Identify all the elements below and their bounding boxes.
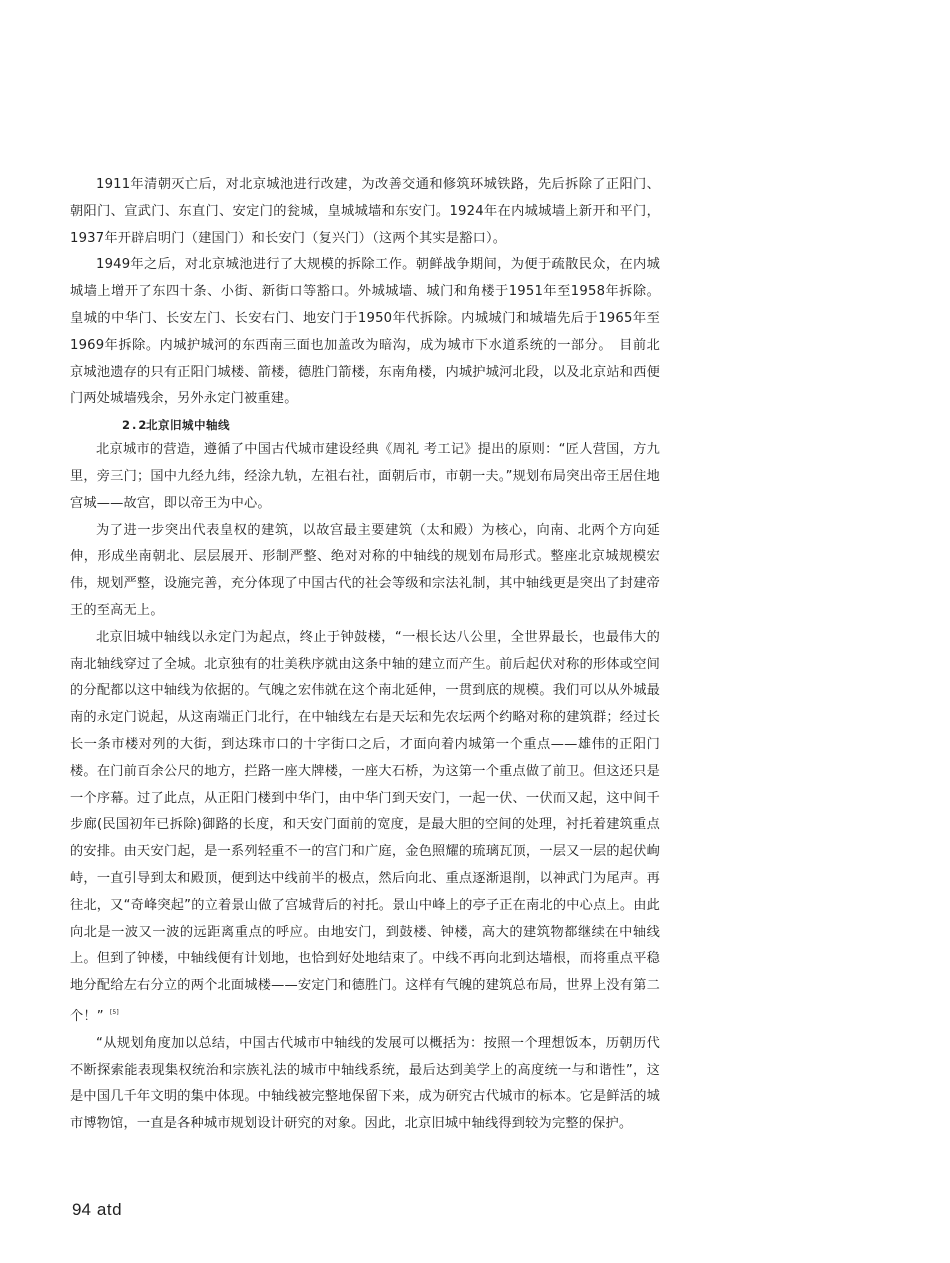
page-footer [72, 1200, 122, 1220]
section-heading [70, 413, 660, 437]
paragraph: 1911年清朝灭亡后，对北京城池进行改建，为改善交通和修筑环城铁路，先后拆除了正阳门、朝阳门、宣武门、东直门、安定门的瓮城，皇城城墙和东安门。1924年在内城城墙上新开和平门，1937年开辟启明门（建国门）和长安门（复兴门）（这两个其实是豁口）。 [70, 177, 660, 246]
journal-logo: atd [96, 1200, 123, 1219]
quote-text: 北京旧城中轴线以永定门为起点，终止于钟鼓楼，“一根长达八公里，全世界最长，也最伟大的南北轴线穿过了全城。北京独有的壮美秩序就由这条中轴的建立而产生。前后起伏对称的形体或空间的分配都以这中轴线为依据的。气魄之宏伟就在这个南北延伸，一贯到底的规模。我们可以从外城最南的永定门说起，从这南端正门北行，在中轴线左右是天坛和先农坛两个约略对称的建筑群；经过长长一条市楼对列的大街，到达珠市口的十字街口之后，才面向着内城第一个重点——雄伟的正阳门楼。在门前百余公尺的地方，拦路一座大牌楼，一座大石桥，为这第一个重点做了前卫。但这还只是一个序幕。过了此点，从正阳门楼到中华门，由中华门到天安门，一起一伏、一伏而又起，这中间千步廊(民国初年已拆除)御路的长度，和天安门面前的宽度，是最大胆的空间的处理，衬托着建筑重点的安排。由天安门起，是一系列轻重不一的宫门和广庭，金色照耀的琉璃瓦顶，一层又一层的起伏峋峙，一直引导到太和殿顶，便到达中线前半的极点，然后向北、重点逐渐退削，以神武门为尾声。再往北，又“奇峰突起”的立着景山做了宫城背后的衬托。景山中峰上的亭子正在南北的中心点上。由此向北是一波又一波的远距离重点的呼应。由地安门，到鼓楼、钟楼，高大的建筑物都继续在中轴线上。但到了钟楼，中轴线便有计划地，也恰到好处地结束了。中线不再向北到达墙根，而将重点平稳地分配给左右分立的两个北面城楼——安定门和德胜门。这样有气魄的建筑总布局，世界上没有第二个！” [70, 629, 660, 1024]
citation-marker: [5] [109, 1008, 119, 1016]
paragraph: “从规划角度加以总结，中国古代城市中轴线的发展可以概括为：按照一个理想饭本，历朝历代不断探索能表现集权统治和宗族礼法的城市中轴线系统，最后达到美学上的高度统一与和谐性”，这是中国几千年文明的集中体现。中轴线被完整地保留下来，成为研究古代城市的标本。它是鲜活的城市博物馆，一直是各种城市规划设计研究的对象。因此，北京旧城中轴线得到较为完整的保护。 [70, 1035, 660, 1132]
paragraph: 为了进一步突出代表皇权的建筑，以故宫最主要建筑（太和殿）为核心，向南、北两个方向延伸，形成坐南朝北、层层展开、形制严整、绝对对称的中轴线的规划布局形式。整座北京城规模宏伟，规划严整，设施完善，充分体现了中国古代的社会等级和宗法礼制，其中轴线更是突出了封建帝王的至高无上。 [70, 522, 660, 618]
body-text [70, 172, 660, 1138]
paragraph [70, 625, 660, 1031]
paragraph: 1949年之后，对北京城池进行了大规模的拆除工作。朝鲜战争期间，为便于疏散民众，在内城城墙上增开了东四十条、小街、新街口等豁口。外城城墙、城门和角楼于1951年至1958年拆除。皇城的中华门、长安左门、长安右门、地安门于1950年代拆除。内城城门和城墙先后于1965年至1969年拆除。内城护城河的东西南三面也加盖改为暗沟，成为城市下水道系统的一部分。 目前北京城池遗存的只有正阳门城楼、箭楼，德胜门箭楼，东南角楼，内城护城河北段，以及北京站和西便门两处城墙残余，另外永定门被重建。 [70, 257, 660, 407]
page-number: 94 [72, 1200, 91, 1219]
section-number: 2.2 [122, 418, 149, 433]
paragraph: 北京城市的营造，遵循了中国古代城市建设经典《周礼 考工记》提出的原则：“匠人营国，方九里，旁三门；国中九经九纬，经涂九轨，左祖右社，面朝后市，市朝一夫。”规划布局突出帝王居住地宫城——故宫，即以帝王为中心。 [70, 442, 660, 511]
section-title: 北京旧城中轴线 [146, 418, 230, 433]
